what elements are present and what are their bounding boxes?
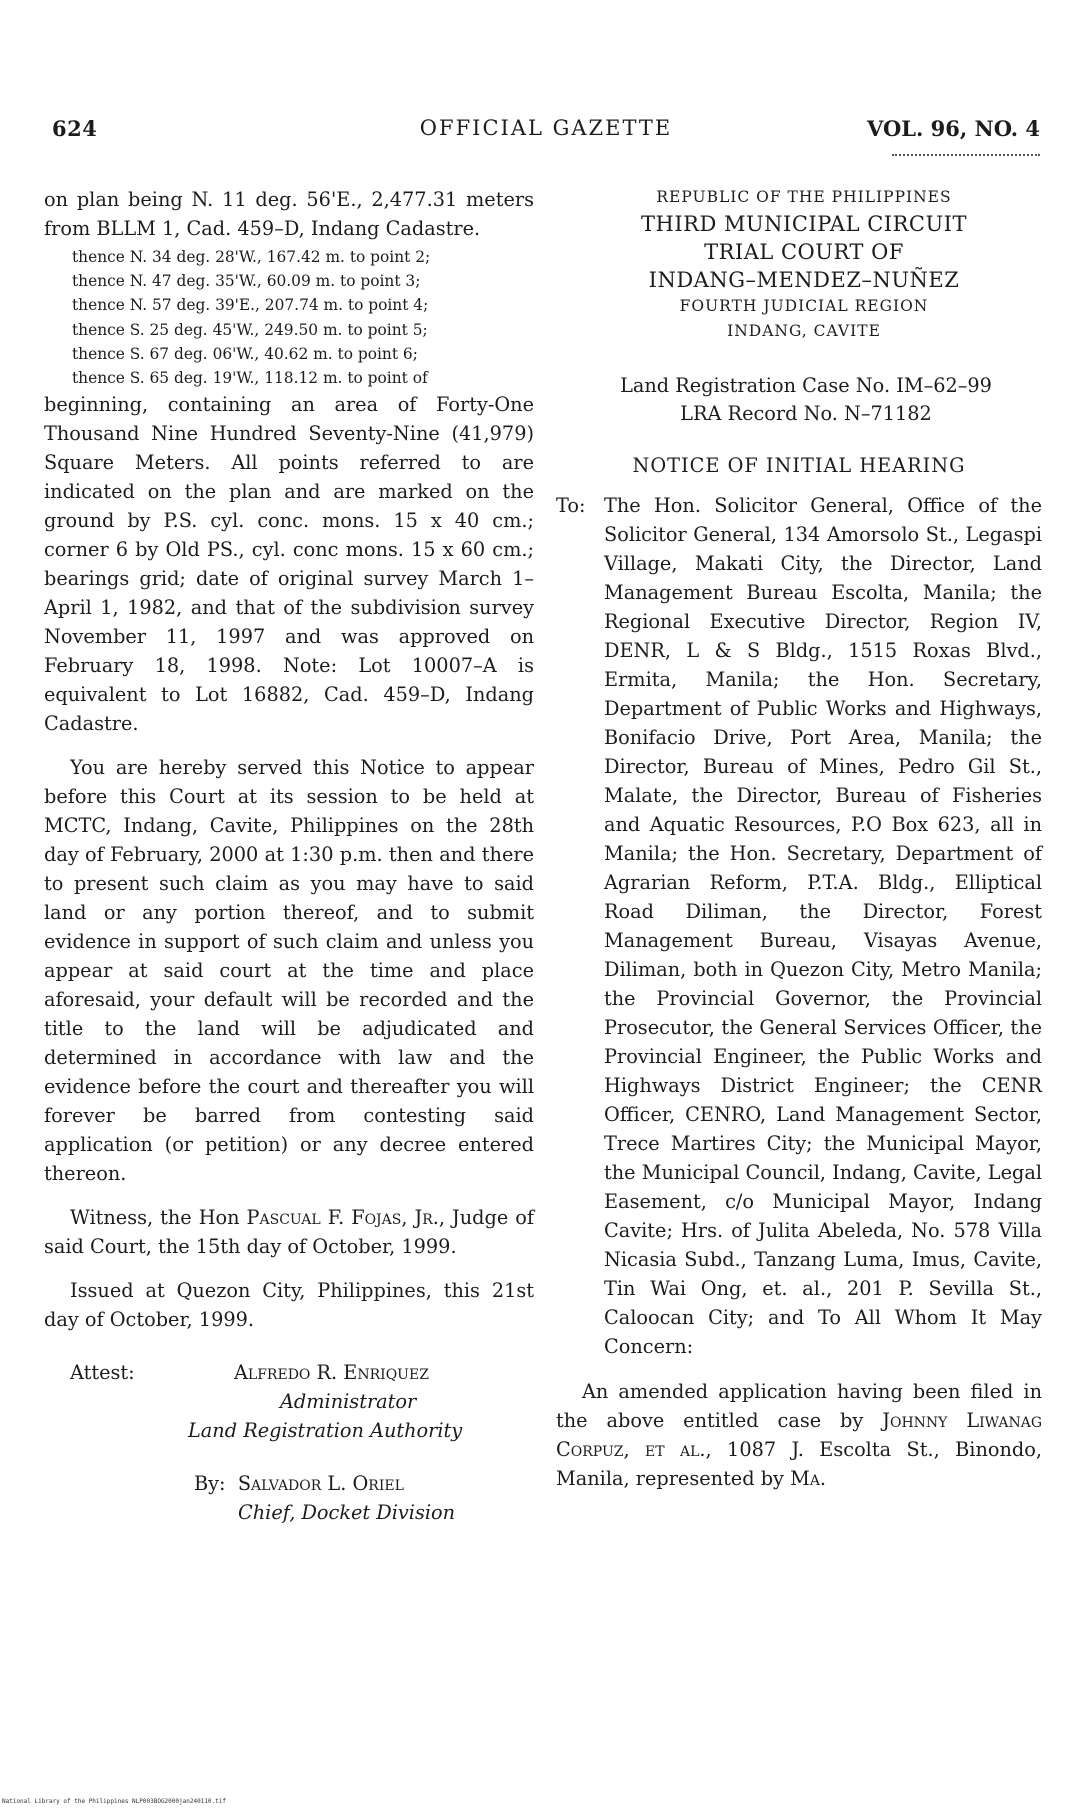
attest-block <box>44 1358 534 1525</box>
chief-title: Chief, Docket Division <box>238 1501 456 1525</box>
bearing-line: thence N. 47 deg. 35'W., 60.09 m. to point 3; <box>72 272 421 291</box>
witness-date-text: , Judge of said Court, the 15th day of October, 1999. <box>44 1206 534 1259</box>
amended-text: An amended application having been filed in the above entitled case by <box>556 1380 1042 1432</box>
by-line <box>194 1469 404 1498</box>
case-numbers <box>570 372 1042 428</box>
volume-number: VOL. 96, NO. 4 <box>867 116 1040 141</box>
notice-served-paragraph: You are hereby served this Notice to appear before this Court at its session to be held at MCTC, Indang, Cavite, Philippines on the 28th day of February, 2000 at 1:30 p.m. then and there to present such claim as you may have to said land or any portion thereof, and to submit evidence in support of such claim and unless you appear at said court at the time and place aforesaid, your default will be recorded and the title to the land will be adjudicated and determined in accordance with law and the evidence before the court and thereafter you will forever be barred from contesting said application (or petition) or any decree entered thereon. <box>44 756 534 1186</box>
court-name-line: THIRD MUNICIPAL CIRCUIT <box>641 212 967 236</box>
republic-line: REPUBLIC OF THE PHILIPPINES <box>656 188 952 206</box>
chief-name: Salvador L. Oriel <box>237 1472 404 1496</box>
area-description: beginning, containing an area of Forty-One Thousand Nine Hundred Seventy-Nine (41,979) Square Meters. All points referred to are indicated on the plan and are marked on the ground by P.S. cyl. conc. mons. 15 x 40 cm.; corner 6 by Old PS., cyl. conc mons. 15 x 60 cm.; bearings grid; date of original survey March 1–April 1, 1982, and that of the subdivision survey November 11, 1997 and was approved on February 18, 1998. Note: Lot 10007–A is equivalent to Lot 16882, Cad. 459–D, Indang Cadastre. <box>44 393 534 736</box>
addressees-block <box>556 491 1042 1361</box>
administrator-name: Alfredo R. Enriquez <box>234 1361 429 1385</box>
court-heading <box>566 185 1042 344</box>
page-header <box>52 116 1040 156</box>
bearing-line: thence S. 67 deg. 06'W., 40.62 m. to point 6; <box>72 344 418 363</box>
publication-title: OFFICIAL GAZETTE <box>419 116 673 140</box>
agency-name: Land Registration Authority <box>188 1419 463 1443</box>
representative-name: Ma. <box>790 1467 827 1490</box>
to-label: To: <box>556 494 586 517</box>
administrator-title: Administrator <box>280 1390 417 1414</box>
amended-application-paragraph <box>556 1377 1042 1493</box>
attest-label: Attest: <box>70 1361 135 1385</box>
bearing-line: thence S. 65 deg. 19'W., 118.12 m. to point of <box>72 369 428 388</box>
left-column <box>44 185 534 1525</box>
by-label: By: <box>194 1472 226 1496</box>
witness-text: Witness, the Hon <box>70 1206 240 1230</box>
applicant-name: Johnny Liwanag Corpuz, et al. <box>556 1409 1043 1461</box>
header-rule <box>892 154 1040 156</box>
bearing-line: thence S. 25 deg. 45'W., 249.50 m. to point 5; <box>72 320 428 339</box>
court-name-line: TRIAL COURT OF <box>704 240 904 264</box>
region-line: FOURTH JUDICIAL REGION <box>679 297 929 315</box>
location-line: INDANG, CAVITE <box>727 322 881 340</box>
bearings-list <box>44 245 534 390</box>
case-number: Land Registration Case No. IM–62–99 <box>620 374 992 397</box>
page-number: 624 <box>52 116 98 141</box>
bearing-line: thence N. 57 deg. 39'E., 207.74 m. to point 4; <box>72 296 429 315</box>
bearing-line: thence N. 34 deg. 28'W., 167.42 m. to point 2; <box>72 248 431 266</box>
right-column <box>556 185 1042 1493</box>
addressees-text: The Hon. Solicitor General, Office of the Solicitor General, 134 Amorsolo St., Legaspi Village, Makati City, the Director, Land Management Bureau Escolta, Manila; the Regional Executive Director, Region IV, DENR, L & S Bldg., 1515 Roxas Blvd., Ermita, Manila; the Hon. Secretary, Department of Public Works and Highways, Bonifacio Drive, Port Area, Manila; the Director, Bureau of Mines, Pedro Gil St., Malate, the Director, Bureau of Fisheries and Aquatic Resources, P.O Box 623, all in Manila; the Hon. Secretary, Department of Agrarian Reform, P.T.A. Bldg., Elliptical Road Diliman, the Director, Forest Management Bureau, Visayas Avenue, Diliman, both in Quezon City, Metro Manila; the Provincial Governor, the Provincial Prosecutor, the General Services Officer, the Provincial Engineer, the Public Works and Highways District Engineer; the CENR Officer, CENRO, Land Management Sector, Trece Martires City; the Municipal Mayor, the Municipal Council, Indang, Cavite, Legal Easement, c/o Municipal Mayor, Indang Cavite; Hrs. of Julita Abeleda, No. 578 Villa Nicasia Subd., Tanzang Luma, Imus, Cavite, Tin Wai Ong, et. al., 201 P. Sevilla St., Caloocan City; and To All Whom It May Concern: <box>604 494 1042 1358</box>
notice-title: NOTICE OF INITIAL HEARING <box>632 454 966 477</box>
record-number: LRA Record No. N–71182 <box>680 402 932 425</box>
judge-name: Pascual F. Fojas, Jr. <box>246 1206 439 1230</box>
court-name-line: INDANG–MENDEZ–NUÑEZ <box>648 268 960 292</box>
witness-paragraph <box>44 1203 534 1261</box>
issued-paragraph: Issued at Quezon City, Philippines, this 21st day of October, 1999. <box>44 1279 534 1332</box>
opening-paragraph: on plan being N. 11 deg. 56'E., 2,477.31 meters from BLLM 1, Cad. 459–D, Indang Cadastre. <box>44 188 534 240</box>
scan-footer-note: National Library of the Philippines NLP003BOG2000jan240110.tif <box>2 1798 226 1805</box>
applicant-address: , 1087 J. Escolta St., Binondo, Manila, represented by <box>556 1438 1042 1490</box>
